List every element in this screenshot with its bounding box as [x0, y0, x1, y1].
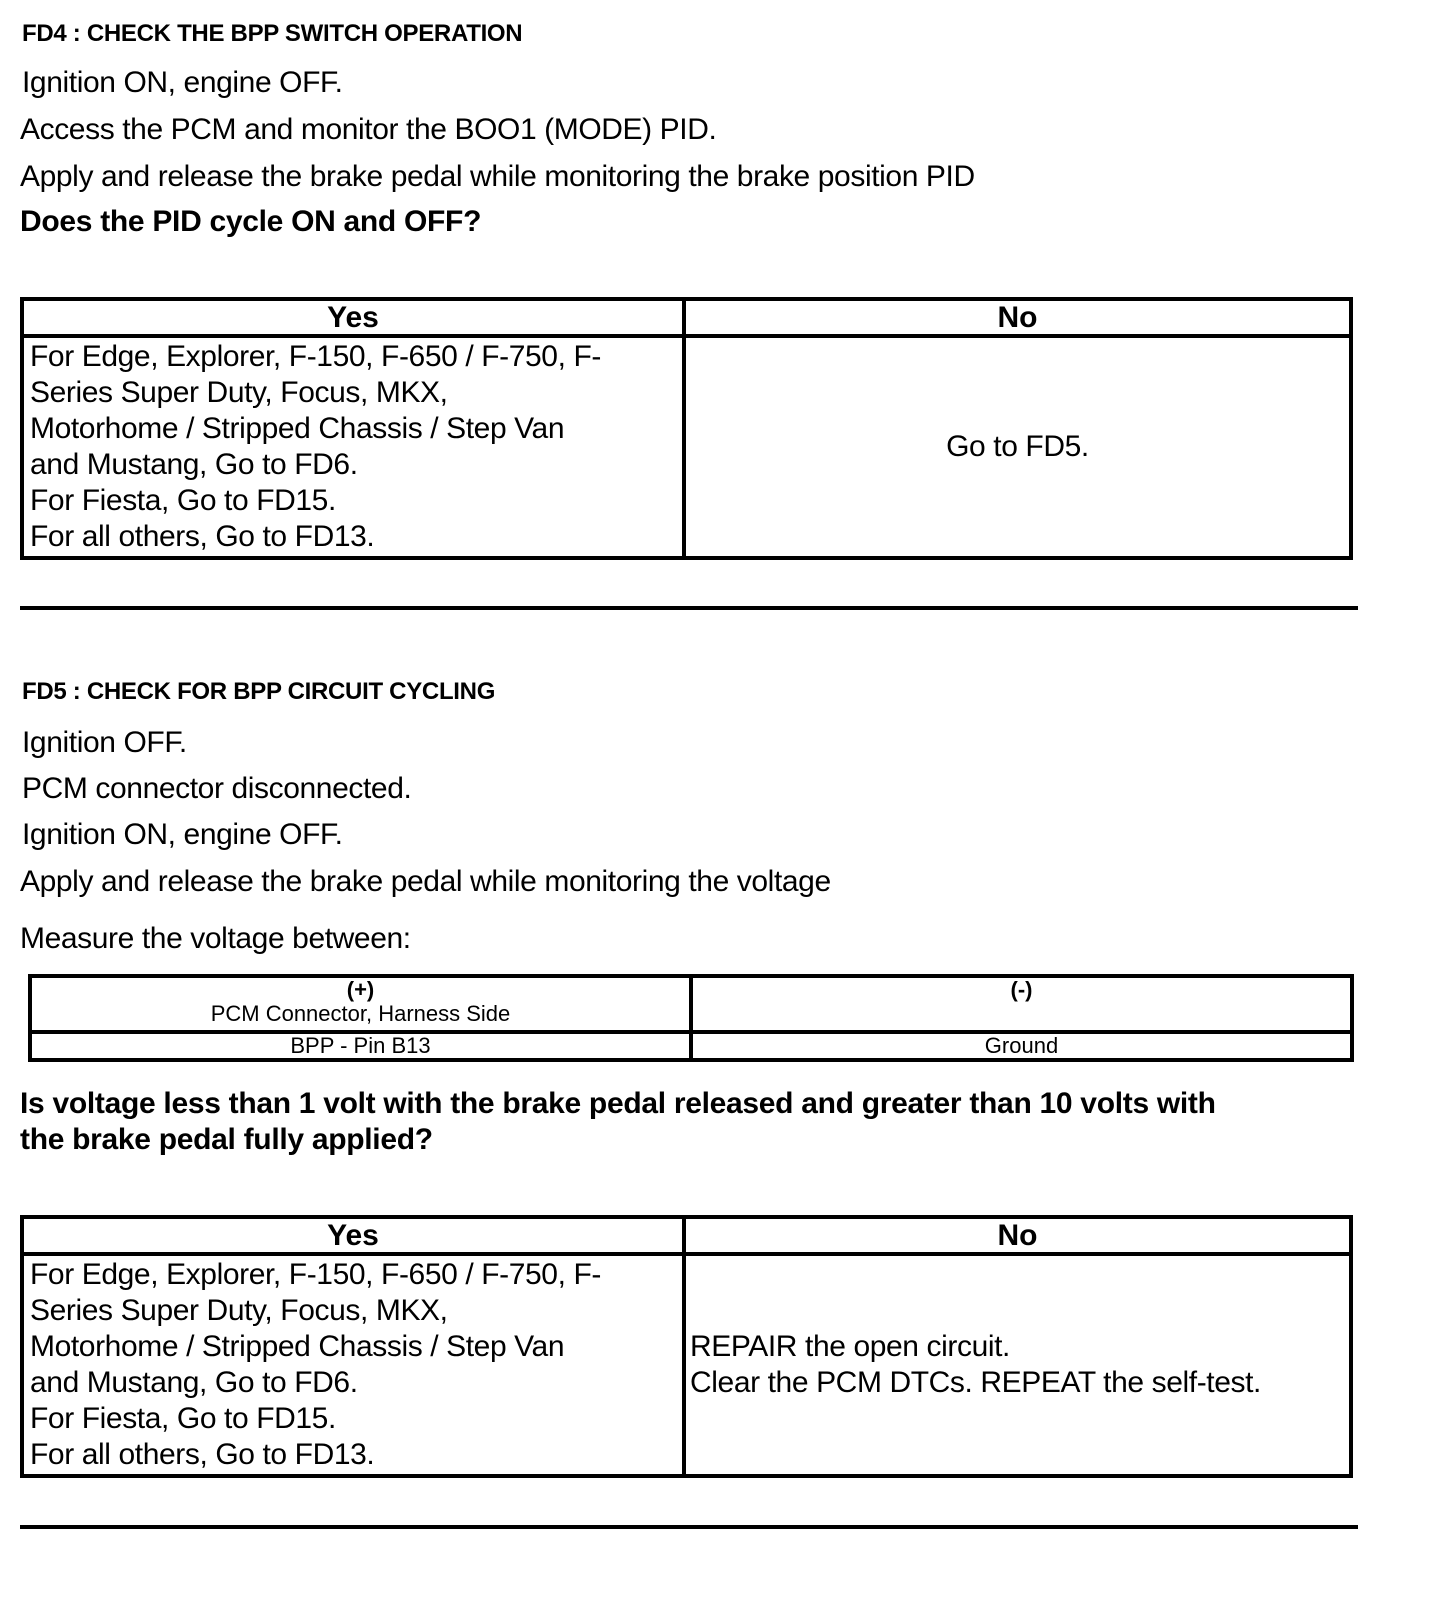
yes-line: Motorhome / Stripped Chassis / Step Van	[30, 1330, 565, 1363]
yes-line: Series Super Duty, Focus, MKX,	[30, 376, 448, 409]
negative-header	[691, 976, 1352, 1032]
table-header-row	[22, 1217, 1351, 1254]
no-cell	[684, 1254, 1351, 1476]
fd4-heading: FD4 : CHECK THE BPP SWITCH OPERATION	[22, 20, 523, 47]
yes-cell	[22, 336, 684, 558]
yes-cell	[22, 1254, 684, 1476]
fd5-step-2: PCM connector disconnected.	[22, 772, 412, 805]
fd5-heading: FD5 : CHECK FOR BPP CIRCUIT CYCLING	[22, 678, 496, 705]
positive-value: BPP - Pin B13	[30, 1032, 691, 1060]
yes-line: and Mustang, Go to FD6.	[30, 1366, 358, 1399]
section-divider	[20, 1525, 1358, 1529]
fd5-result-table	[20, 1215, 1353, 1478]
fd5-question-line-1: Is voltage less than 1 volt with the brake pedal released and greater than 10 volts with	[20, 1087, 1216, 1120]
fd5-step-1: Ignition OFF.	[22, 726, 187, 759]
table-row	[22, 336, 1351, 558]
fd4-step-2: Access the PCM and monitor the BOO1 (MODE) PID.	[20, 113, 717, 146]
yes-line: For Edge, Explorer, F-150, F-650 / F-750, F-	[30, 340, 601, 373]
no-header: No	[684, 1217, 1351, 1254]
yes-line: For Edge, Explorer, F-150, F-650 / F-750, F-	[30, 1258, 601, 1291]
yes-line: Series Super Duty, Focus, MKX,	[30, 1294, 448, 1327]
negative-symbol: (-)	[1010, 977, 1033, 1002]
positive-header	[30, 976, 691, 1032]
measure-header-row	[30, 976, 1352, 1032]
yes-line: Motorhome / Stripped Chassis / Step Van	[30, 412, 565, 445]
yes-header: Yes	[22, 299, 684, 336]
no-line: Go to FD5.	[946, 430, 1089, 463]
yes-line: and Mustang, Go to FD6.	[30, 448, 358, 481]
fd4-step-3: Apply and release the brake pedal while monitoring the brake position PID	[20, 160, 975, 193]
yes-line: For Fiesta, Go to FD15.	[30, 484, 336, 517]
no-header: No	[684, 299, 1351, 336]
negative-value: Ground	[691, 1032, 1352, 1060]
yes-line: For all others, Go to FD13.	[30, 520, 375, 553]
table-row	[22, 1254, 1351, 1476]
positive-symbol: (+)	[346, 977, 375, 1002]
fd5-question-line-2: the brake pedal fully applied?	[20, 1123, 433, 1156]
fd4-question: Does the PID cycle ON and OFF?	[20, 205, 482, 238]
yes-header: Yes	[22, 1217, 684, 1254]
no-line: REPAIR the open circuit.	[690, 1330, 1010, 1363]
fd4-step-1: Ignition ON, engine OFF.	[22, 66, 343, 99]
table-header-row	[22, 299, 1351, 336]
no-cell	[684, 336, 1351, 558]
yes-line: For Fiesta, Go to FD15.	[30, 1402, 336, 1435]
section-divider	[20, 606, 1358, 610]
positive-label: PCM Connector, Harness Side	[210, 1001, 511, 1026]
fd5-step-4: Apply and release the brake pedal while monitoring the voltage	[20, 865, 831, 898]
measure-table	[28, 974, 1354, 1062]
fd4-result-table	[20, 297, 1353, 560]
no-line: Clear the PCM DTCs. REPEAT the self-test.	[690, 1366, 1261, 1399]
fd5-step-3: Ignition ON, engine OFF.	[22, 818, 343, 851]
measure-value-row	[30, 1032, 1352, 1060]
yes-line: For all others, Go to FD13.	[30, 1438, 375, 1471]
measure-intro: Measure the voltage between:	[20, 922, 411, 955]
